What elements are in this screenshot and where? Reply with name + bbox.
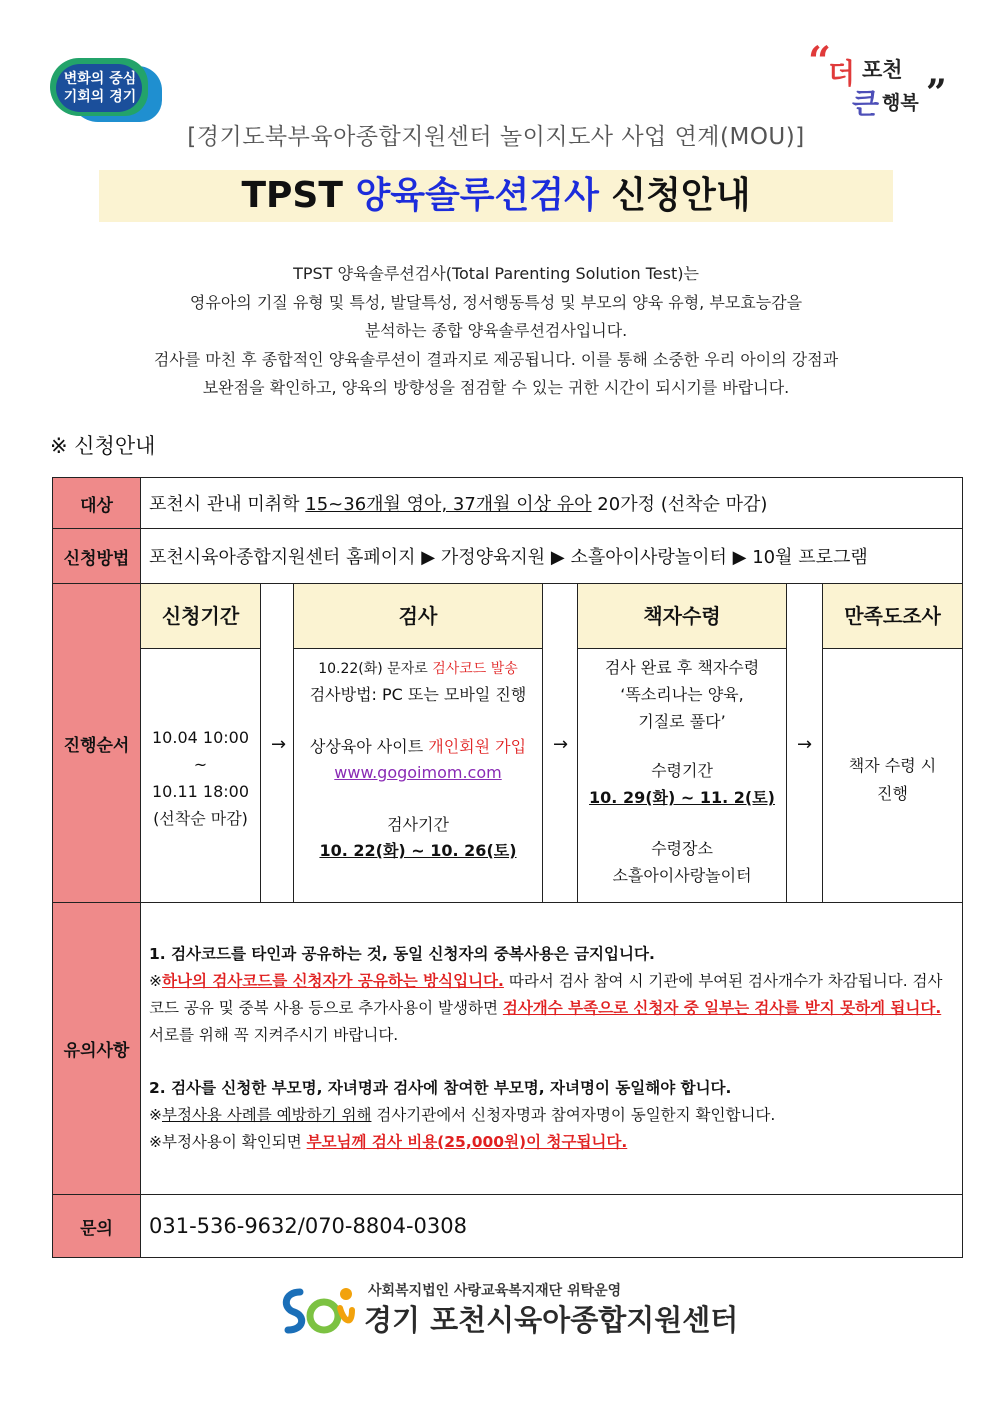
slogan-big: 큰 (852, 87, 880, 120)
booklet-period: 10. 29(화) ~ 11. 2(토) (589, 788, 775, 807)
red-text: 개인회원 가입 (428, 737, 527, 756)
intro-paragraph (60, 260, 932, 403)
row-label: 유의사항 (53, 903, 141, 1195)
slogan-big: 더 (828, 57, 856, 90)
application-info-table (52, 477, 963, 1258)
step-text: 10.22(화) 문자로 (318, 661, 433, 677)
step-line: 검사 완료 후 책자수령 (604, 658, 760, 677)
logo-line: 변화의 중심 (63, 71, 137, 87)
target-text: 20가정 (선착순 마감) (591, 494, 768, 515)
center-footer-logo (278, 1278, 739, 1340)
red-warning: 부모님께 검사 비용(25,000원)이 청구됩니다. (306, 1133, 628, 1151)
notes-cell (141, 903, 963, 1195)
gogoimom-link[interactable]: www.gogoimom.com (334, 763, 502, 782)
step-title: 신청기간 (141, 584, 260, 649)
row-label: 신청방법 (53, 529, 141, 584)
target-age-range: 15~36개월 영아, 37개월 이상 유아 (305, 494, 592, 515)
step-line: ~ (193, 755, 208, 774)
note-title: 2. 검사를 신청한 부모명, 자녀명과 검사에 참여한 부모명, 자녀명이 동일해야 합니다. (149, 1079, 732, 1097)
logo-line: 기회의 경기 (63, 89, 137, 105)
note-line (149, 1129, 954, 1156)
step-line: ‘똑소리나는 양육, (620, 685, 744, 704)
slogan-small: 포천 (862, 58, 903, 82)
red-warning: 하나의 검사코드를 신청자가 공유하는 방식입니다. (162, 972, 504, 990)
arrow-icon: → (797, 734, 813, 755)
step-title: 검사 (294, 584, 542, 649)
table-row (53, 1195, 963, 1258)
note-paragraph (149, 968, 954, 1049)
row-label: 문의 (53, 1195, 141, 1258)
table-row (53, 903, 963, 1195)
step-line: 수령장소 (651, 839, 713, 858)
step-line: 검사방법: PC 또는 모바일 진행 (309, 685, 527, 704)
title-text: 신청안내 (598, 175, 751, 216)
section-heading: ※ 신청안내 (50, 434, 156, 458)
note-mark: ※ (149, 972, 162, 990)
method-value: 포천시육아종합지원센터 홈페이지 ▶ 가정양육지원 ▶ 소흘아이사랑놀이터 ▶ 10월 프로그램 (141, 529, 963, 584)
intro-line: 영유아의 기질 유형 및 특성, 발달특성, 정서행동특성 및 부모의 양육 유형, 부모효능감을 (189, 292, 803, 312)
footer-center-name: 경기 포천시육아종합지원센터 (364, 1303, 739, 1337)
step-body (141, 724, 260, 832)
step-line: 10.04 10:00 (152, 728, 249, 747)
note-line (149, 1102, 954, 1129)
note-title: 1. 검사코드를 타인과 공유하는 것, 동일 신청자의 중복사용은 금지입니다. (149, 945, 655, 963)
process-flow (141, 584, 961, 902)
test-period: 10. 22(화) ~ 10. 26(토) (319, 841, 517, 860)
table-row (53, 584, 963, 903)
intro-line: 검사를 마친 후 종합적인 양육솔루션이 결과지로 제공됩니다. 이를 통해 소중한 우리 아이의 강점과 (153, 349, 839, 369)
step-body (578, 654, 786, 889)
step-line: 소흘아이사랑놀이터 (612, 866, 752, 885)
step-body (823, 752, 962, 808)
note-text: 서로를 위해 꼭 지켜주시기 바랍니다. (149, 1026, 399, 1044)
step-survey (822, 584, 962, 902)
row-label: 진행순서 (53, 584, 141, 903)
quote-close: ” (926, 72, 947, 114)
note-text: ※부정사용이 확인되면 (149, 1133, 307, 1151)
document-subtitle: [경기도북부육아종합지원센터 놀이지도사 사업 연계(MOU)] (187, 124, 805, 150)
intro-line: 분석하는 종합 양육솔루션검사입니다. (364, 321, 628, 340)
step-title: 책자수령 (578, 584, 786, 649)
center-emblem-icon (278, 1282, 358, 1338)
process-cell (141, 584, 963, 903)
table-row (53, 478, 963, 529)
step-line: 기질로 풀다’ (638, 712, 726, 731)
quote-open: “ (808, 38, 832, 85)
intro-line: 보완점을 확인하고, 양육의 방향성을 점검할 수 있는 귀한 시간이 되시기를 바랍니다. (202, 378, 790, 397)
note-text: 검사기관에서 신청자명과 참여자명이 동일한지 확인합니다. (371, 1106, 776, 1124)
slogan-small: 행복 (882, 92, 919, 114)
step-line: 진행 (877, 784, 908, 803)
step-body (294, 656, 542, 864)
step-text: 상상육아 사이트 (309, 737, 429, 756)
note-underlined: 부정사용 사례를 예방하기 위해 (162, 1106, 372, 1124)
footer-operator-text: 사회복지법인 사랑교육복지재단 위탁운영 (368, 1283, 622, 1299)
row-label: 대상 (53, 478, 141, 529)
target-text: 포천시 관내 미취학 (149, 494, 306, 515)
step-line (294, 656, 542, 682)
logo-text (60, 70, 140, 106)
red-text: 검사코드 발송 (432, 661, 518, 677)
step-booklet (577, 584, 787, 902)
step-line: 책자 수령 시 (848, 756, 937, 775)
red-warning: 검사개수 부족으로 신청자 중 일부는 검사를 받지 못하게 됩니다. (502, 999, 942, 1017)
step-line (294, 734, 542, 760)
arrow-icon: → (553, 734, 569, 755)
note-mark: ※ (149, 1106, 162, 1124)
table-row (53, 529, 963, 584)
step-line: 10.11 18:00 (152, 782, 249, 801)
step-line: 수령기간 (651, 761, 713, 780)
arrow-icon: → (271, 734, 287, 755)
step-line: 검사기간 (387, 815, 449, 834)
title-text: TPST (241, 175, 356, 216)
document-title (99, 170, 893, 222)
step-title: 만족도조사 (823, 584, 962, 649)
target-value (141, 478, 963, 529)
step-apply-period (141, 584, 261, 902)
contact-phone: 031-536-9632/070-8804-0308 (141, 1195, 963, 1258)
note-text: 따라서 검사 참여 시 기관에 부여된 검사개수가 차감됩니다. 검사코드 공유 및 중복 사용 등으로 추가사용이 발생하면 (149, 972, 943, 1017)
step-line: (선착순 마감) (153, 809, 248, 828)
step-test (293, 584, 543, 902)
title-highlight: 양육솔루션검사 (355, 175, 599, 216)
pocheon-slogan-logo (808, 38, 948, 120)
gyeonggi-logo (50, 58, 162, 122)
intro-line: TPST 양육솔루션검사(Total Parenting Solution Test)는 (293, 264, 699, 283)
